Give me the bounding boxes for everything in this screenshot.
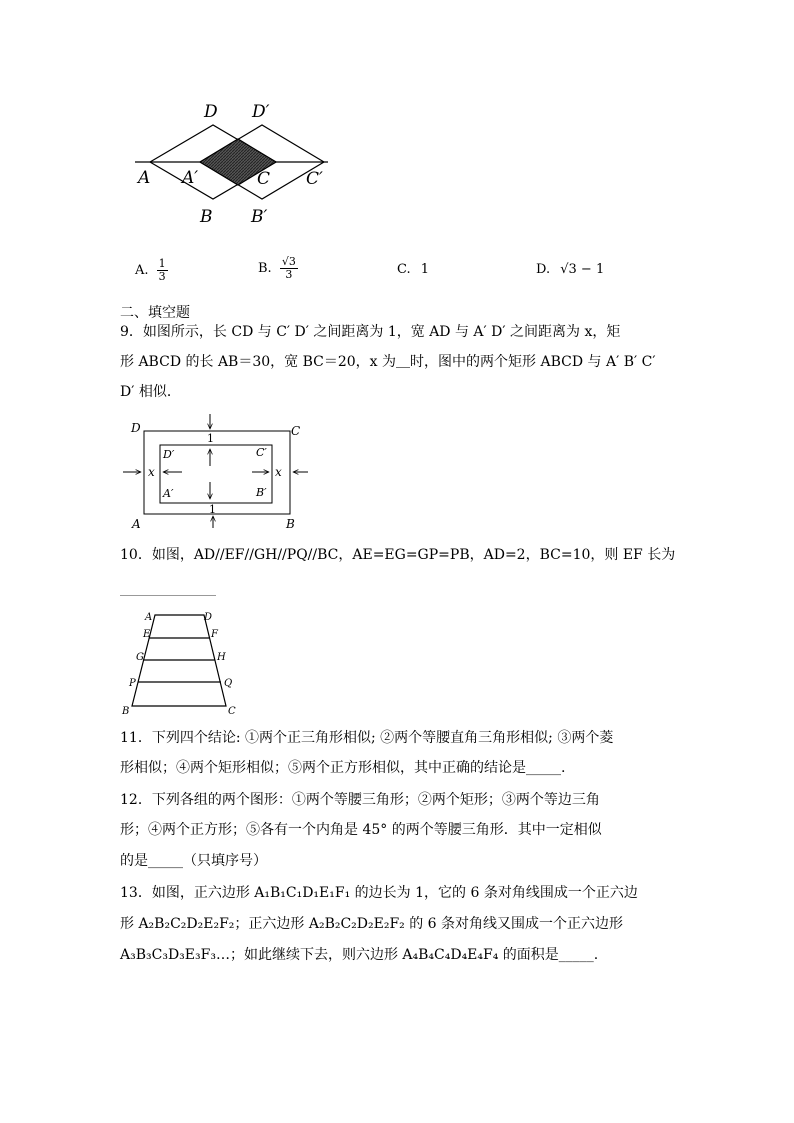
label-C: C	[228, 706, 236, 717]
label-B-prime: B′	[251, 207, 268, 227]
label-G: G	[136, 652, 144, 663]
option-b-denominator: 3	[285, 268, 293, 281]
label-x-right: x	[275, 465, 282, 479]
q9-line-2: 形 ABCD 的长 AB＝30，宽 BC＝20，x 为＿时，图中的两个矩形 ABCD 与 A′ B′ C′	[120, 354, 656, 370]
label-C-prime: C′	[306, 169, 323, 189]
q13-line-1: 13．如图，正六边形 A₁B₁C₁D₁E₁F₁ 的边长为 1，它的 6 条对角线围成一个正六边	[120, 885, 638, 901]
label-D: D	[131, 421, 141, 435]
q9-line-3: D′ 相似．	[120, 384, 181, 400]
label-one-top: 1	[207, 432, 214, 445]
label-A-prime: A′	[163, 487, 174, 500]
figure-trapezoid	[118, 606, 248, 718]
option-d[interactable]	[536, 262, 604, 277]
label-C: C	[291, 424, 301, 438]
option-a-fraction	[157, 258, 168, 283]
label-H: H	[217, 652, 226, 663]
label-C: C	[257, 169, 271, 189]
q12-line-2: 形；④两个正方形；⑤各有一个内角是 45° 的两个等腰三角形．其中一定相似	[120, 822, 602, 838]
label-x-left: x	[148, 465, 155, 479]
label-C-prime: C′	[256, 446, 267, 459]
figure-rhombus-overlap	[130, 95, 340, 230]
option-a-numerator: 1	[158, 257, 166, 270]
option-d-value: √3 − 1	[560, 262, 605, 277]
label-D-prime: D′	[252, 102, 270, 122]
label-D-prime: D′	[163, 448, 175, 461]
figure-nested-rectangles	[118, 408, 318, 534]
option-b-fraction	[280, 256, 298, 281]
option-a-label: A.	[135, 263, 149, 278]
label-D: D	[204, 612, 213, 623]
q12-line-1: 12．下列各组的两个图形：①两个等腰三角形；②两个矩形；③两个等边三角	[120, 792, 600, 808]
label-one-bottom: 1	[209, 503, 216, 516]
q9-line-1: 9．如图所示，长 CD 与 C′ D′ 之间距离为 1，宽 AD 与 A′ D′ 之间距离为 x，矩	[120, 324, 621, 340]
option-b-label: B.	[258, 261, 272, 276]
q10-answer-blank[interactable]	[120, 595, 216, 596]
option-a[interactable]	[135, 258, 168, 283]
q11-line-2: 形相似；④两个矩形相似；⑤两个正方形相似，其中正确的结论是_____.	[120, 760, 566, 776]
label-A: A	[132, 517, 141, 531]
q12-line-3: 的是_____（只填序号）	[120, 853, 267, 869]
option-b-numerator: √3	[281, 255, 296, 268]
label-A-prime: A′	[182, 168, 199, 188]
label-B: B	[122, 706, 130, 717]
section-title: 二、填空题	[120, 305, 190, 321]
option-b[interactable]	[258, 256, 298, 281]
q11-line-1: 11．下列四个结论: ①两个正三角形相似; ②两个等腰直角三角形相似; ③两个菱	[120, 730, 614, 746]
label-D: D	[204, 102, 218, 122]
option-c-label: C.	[397, 262, 411, 277]
label-P: P	[129, 678, 136, 689]
label-F: F	[211, 629, 218, 640]
q10-line-1: 10．如图，AD//EF//GH//PQ//BC，AE=EG=GP=PB，AD=2，BC=10，则 EF 长为	[120, 547, 676, 563]
label-B-prime: B′	[256, 486, 267, 499]
q13-line-2: 形 A₂B₂C₂D₂E₂F₂；正六边形 A₂B₂C₂D₂E₂F₂ 的 6 条对角线又围成一个正六边形	[120, 916, 624, 932]
label-B: B	[200, 207, 213, 227]
label-E: E	[143, 629, 151, 640]
option-c-value: 1	[420, 262, 430, 277]
label-A: A	[138, 168, 151, 188]
option-c[interactable]	[397, 262, 429, 277]
label-Q: Q	[224, 678, 233, 689]
label-A: A	[145, 612, 153, 623]
option-a-denominator: 3	[158, 270, 166, 283]
option-d-label: D.	[536, 262, 551, 277]
label-B: B	[286, 517, 295, 531]
q13-line-3: A₃B₃C₃D₃E₃F₃…；如此继续下去，则六边形 A₄B₄C₄D₄E₄F₄ 的面积是_____.	[120, 947, 599, 963]
